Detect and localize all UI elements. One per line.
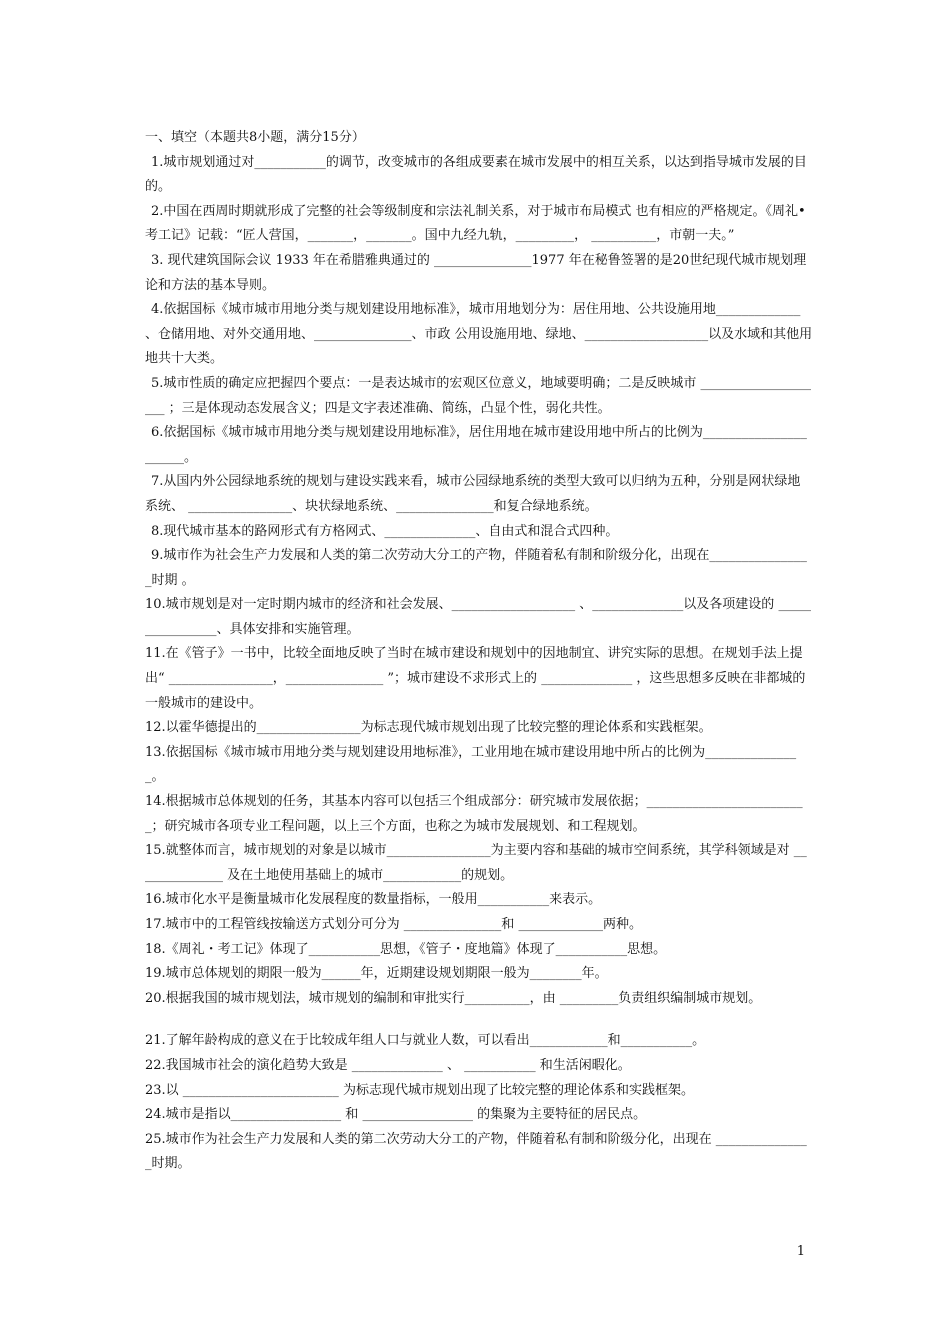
document-body <box>145 126 813 1177</box>
question-item: 16.城市化水平是衡量城市化发展程度的数量指标，一般用___________来表示。 <box>145 892 602 908</box>
question-item: 22.我国城市社会的演化趋势大致是 ______________ 、 ___________ 和生活闲暇化。 <box>145 1057 631 1073</box>
question-item: 23.以 ________________________ 为标志现代城市规划出现了比较完整的理论体系和实践框架。 <box>145 1082 694 1098</box>
question-list <box>145 151 813 1177</box>
question-item: 6.依据国标《城市城市用地分类与规划建设用地标准》，居住用地在城市建设用地中所占的比例为______________________。 <box>145 425 807 465</box>
question-item: 21.了解年龄构成的意义在于比较成年组人口与就业人数，可以看出____________和___________。 <box>145 1033 706 1049</box>
question-item: 3. 现代建筑国际会议 1933 年在希腊雅典通过的 _______________1977 年在秘鲁签署的是20世纪现代城市规划理论和方法的基本导则。 <box>145 252 807 293</box>
question-item: 25.城市作为社会生产力发展和人类的第二次劳动大分工的产物，伴随着私有制和阶级分化，出现在 _______________时期。 <box>145 1131 807 1172</box>
question-item: 5.城市性质的确定应把握四个要点：一是表达城市的宏观区位意义，地域要明确；二是反映城市 ____________________ ；三是体现动态发展含义；四是文字表述准确、简练，凸显个性，弱化共性。 <box>145 375 812 416</box>
question-item: 15.就整体而言，城市规划的对象是以城市________________为主要内容和基础的城市空间系统，其学科领域是对 ______________ 及在土地使用基础上的城市____________的规划。 <box>145 843 807 883</box>
question-item: 12.以霍华德提出的________________为标志现代城市规划出现了比较完整的理论体系和实践框架。 <box>145 720 712 736</box>
question-item: 18.《周礼・考工记》体现了___________思想，《管子・度地篇》体现了___________思想。 <box>145 941 667 957</box>
section-gap <box>145 1011 813 1029</box>
page-number: 1 <box>796 1244 805 1259</box>
section-title: 一、填空（本题共8小题，满分15分） <box>145 130 365 145</box>
question-item: 9.城市作为社会生产力发展和人类的第二次劳动大分工的产物，伴随着私有制和阶级分化，出现在________________时期 。 <box>145 548 807 588</box>
question-item: 17.城市中的工程管线按输送方式划分可分为 _______________和 _____________两种。 <box>145 917 642 932</box>
question-item: 19.城市总体规划的期限一般为______年，近期建设规划期限一般为________年。 <box>145 966 608 982</box>
question-item: 1.城市规划通过对___________的调节，改变城市的各组成要素在城市发展中的相互关系，以达到指导城市发展的目的。 <box>145 154 807 195</box>
question-item: 20.根据我国的城市规划法，城市规划的编制和审批实行__________，由 _________负责组织编制城市规划。 <box>145 990 762 1006</box>
question-item: 24.城市是指以_________________ 和 _________________ 的集聚为主要特征的居民点。 <box>145 1107 647 1123</box>
question-item: 2.中国在西周时期就形成了完整的社会等级制度和宗法礼制关系，对于城市布局模式 也有相应的严格规定。《周礼•考工记》记载：“匠人营国，_______，_______。国中九经九轨，_________， __________，市朝一夫。” <box>145 203 806 244</box>
question-item: 4.依据国标《城市城市用地分类与规划建设用地标准》，城市用地划分为：居住用地、公共设施用地_____________ 、仓储用地、对外交通用地、_______________、市政 公用设施用地、绿地、___________________以及水域和其他用地共十大类。 <box>145 302 813 367</box>
question-item: 10.城市规划是对一定时期内城市的经济和社会发展、___________________ 、______________以及各项建设的 ________________、具体安排和实施管理。 <box>145 597 811 637</box>
question-item: 13.依据国标《城市城市用地分类与规划建设用地标准》，工业用地在城市建设用地中所占的比例为_______________。 <box>145 744 797 785</box>
question-item: 8.现代城市基本的路网形式有方格网式、______________、自由式和混合式四种。 <box>151 523 619 539</box>
question-item: 7.从国内外公园绿地系统的规划与建设实践来看，城市公园绿地系统的类型大致可以归纳为五种，分别是网状绿地系统、 ________________、块状绿地系统、_______________和复合绿地系统。 <box>145 474 801 514</box>
question-item: 14.根据城市总体规划的任务，其基本内容可以包括三个组成部分：研究城市发展依据；_________________________；研究城市各项专业工程问题，以上三个方面，也称之为城市发展规划、和工程规划。 <box>145 794 803 834</box>
question-item: 11.在《管子》一书中，比较全面地反映了当时在城市建设和规划中的因地制宜、讲究实际的思想。在规划手法上提出“ ________________，_______________ ”；城市建设不求形式上的 ______________ ，这些思想多反映在非都城的一般城市的建设中。 <box>145 646 806 711</box>
